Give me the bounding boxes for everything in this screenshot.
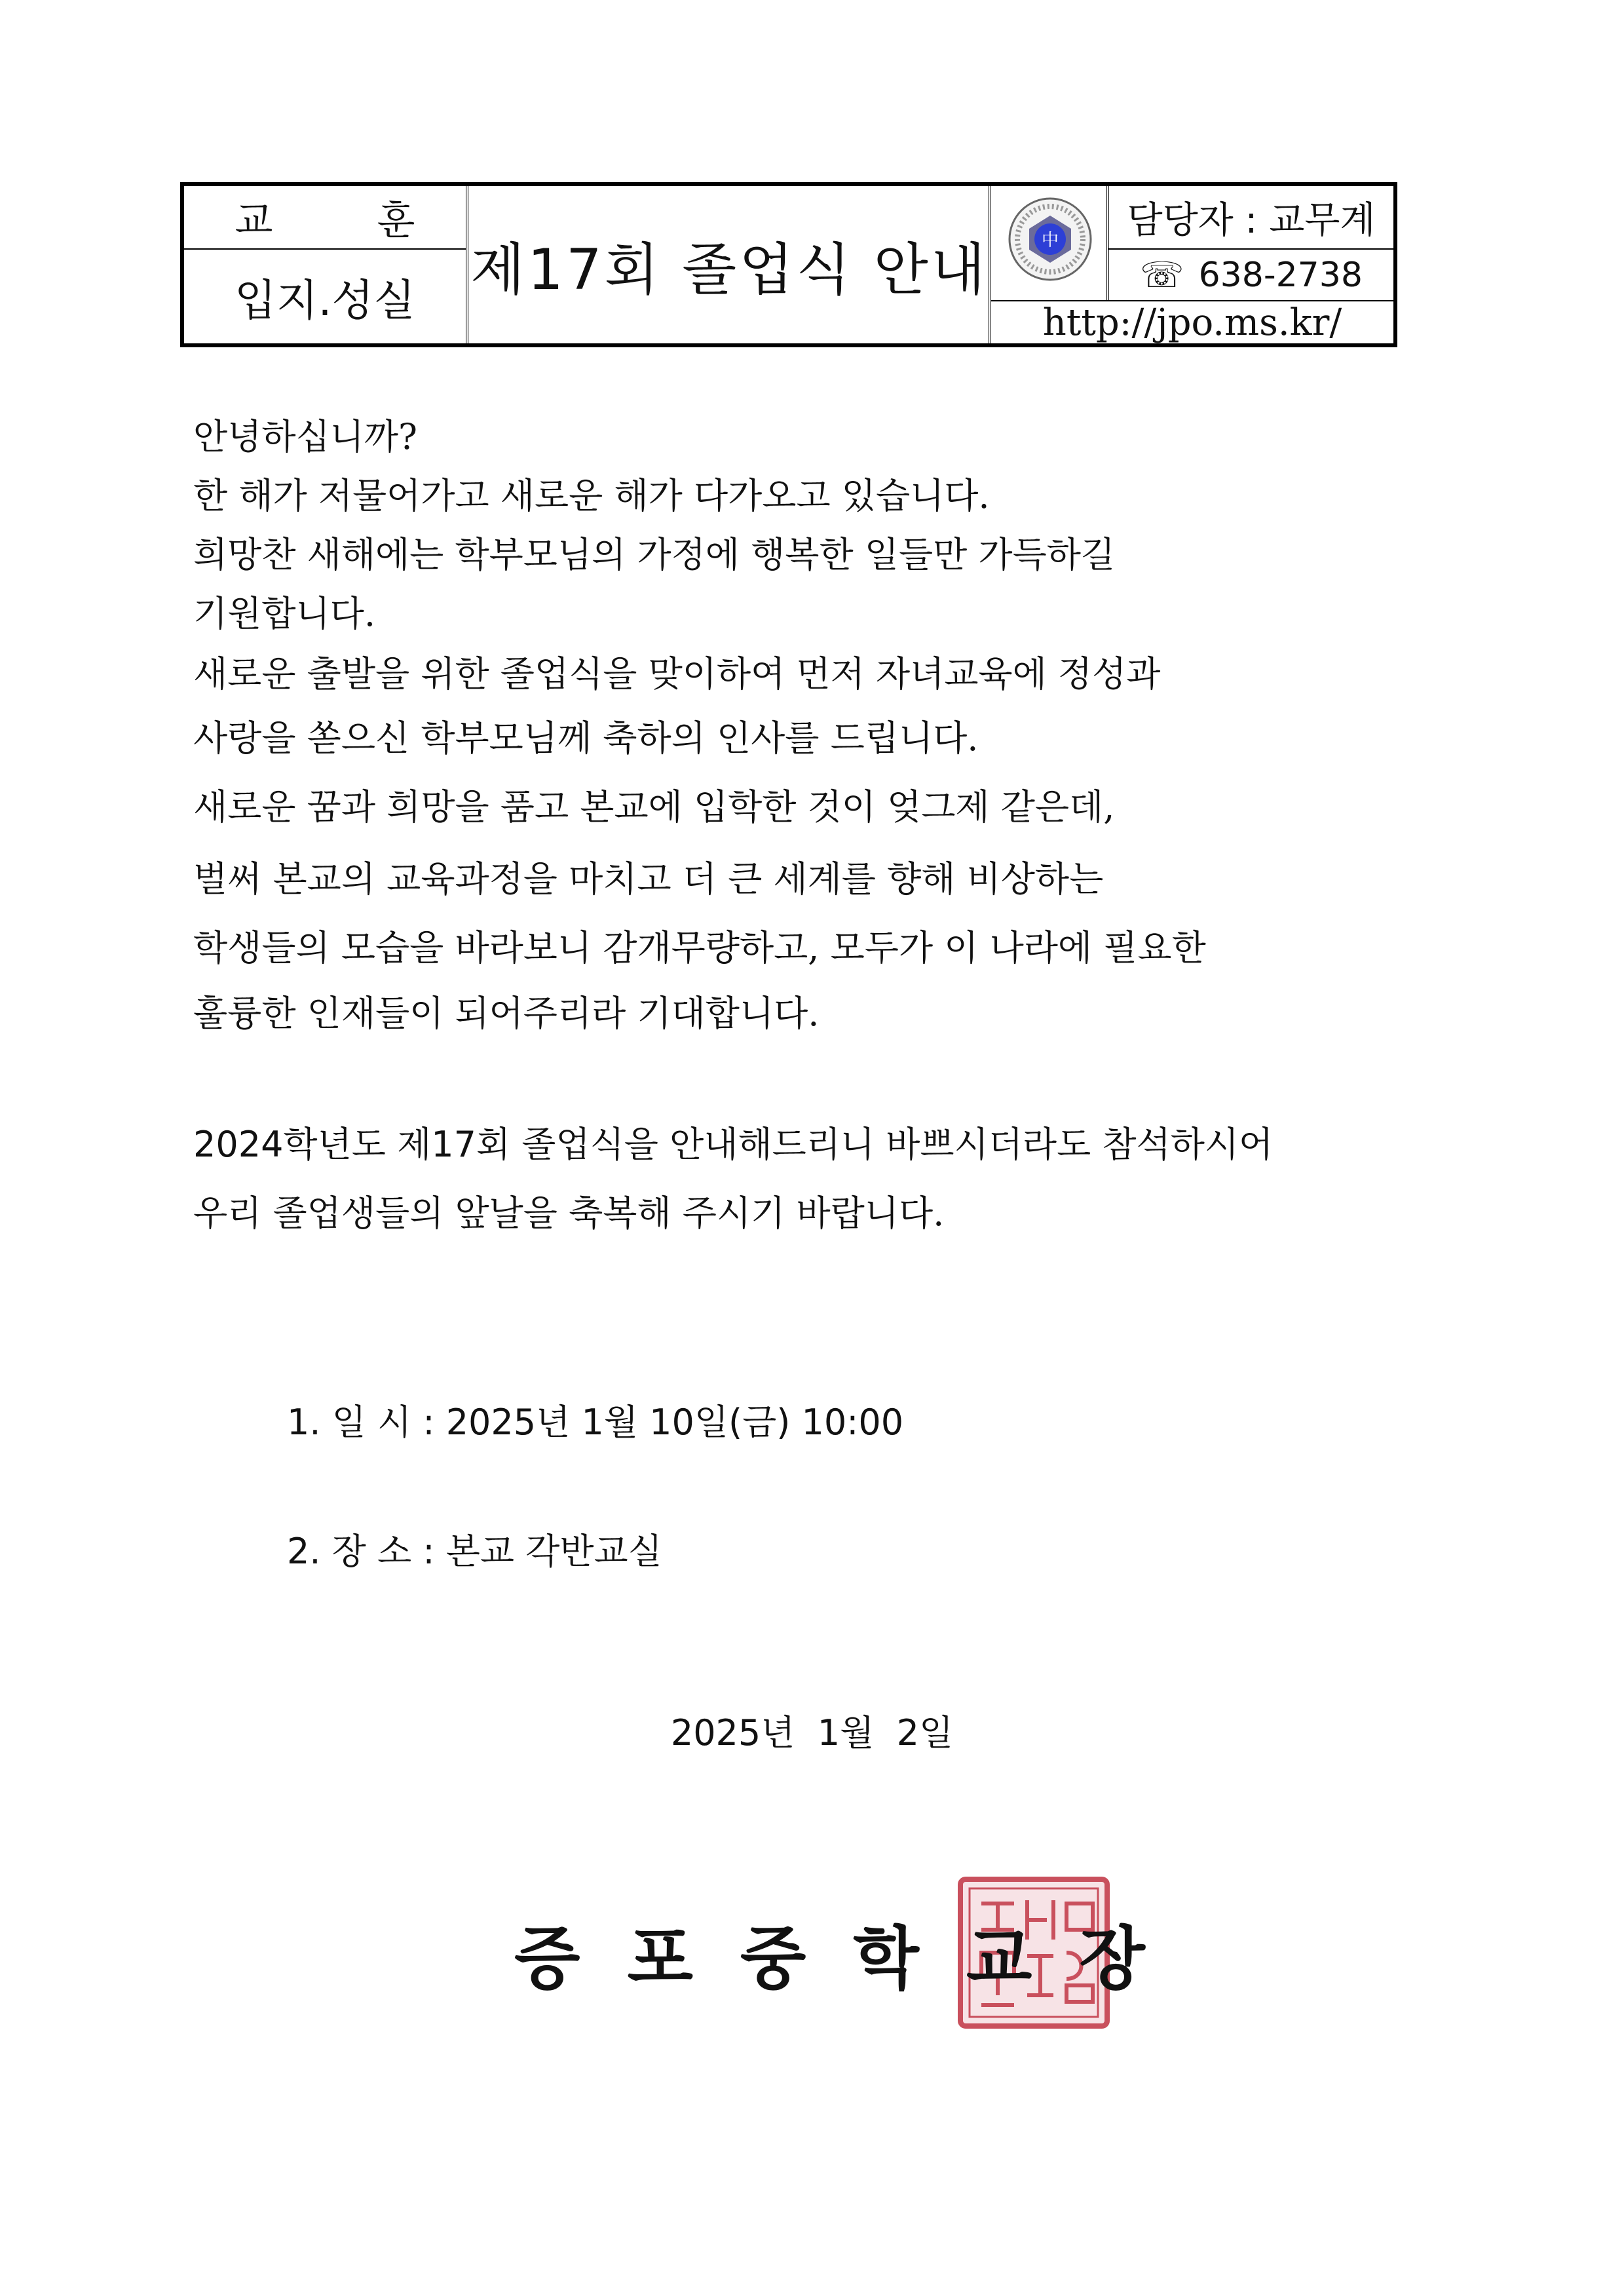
motto-label: 교 훈 xyxy=(235,197,461,244)
detail-datetime: 1. 일 시 : 2025년 1월 10일(금) 10:00 xyxy=(287,1402,904,1443)
phone-number: 638-2738 xyxy=(1198,255,1363,295)
body-line: 우리 졸업생들의 앞날을 축복해 주시기 바랍니다. xyxy=(193,1193,945,1234)
body-line: 한 해가 저물어가고 새로운 해가 다가오고 있습니다. xyxy=(193,475,990,516)
motto-value: 입지.성실 xyxy=(234,275,415,326)
body-line: 벌써 본교의 교육과정을 마치고 더 큰 세계를 향해 비상하는 xyxy=(193,858,1104,900)
emblem-text: 中 xyxy=(1041,231,1059,250)
telephone-icon: ☏ xyxy=(1140,254,1184,296)
body-line: 새로운 출발을 위한 졸업식을 맞이하여 먼저 자녀교육에 정성과 xyxy=(193,653,1161,695)
contact-phone-row xyxy=(1109,250,1393,300)
body-line: 학생들의 모습을 바라보니 감개무량하고, 모두가 이 나라에 필요한 xyxy=(193,927,1206,968)
contact-person: 담당자 : 교무계 xyxy=(1127,199,1376,242)
page-title: 제17회 졸업식 안내 xyxy=(470,237,988,303)
body-line: 사랑을 쏟으신 학부모님께 축하의 인사를 드립니다. xyxy=(193,718,979,759)
website-link[interactable]: http://jpo.ms.kr/ xyxy=(1042,301,1342,344)
body-line: 2024학년도 제17회 졸업식을 안내해드리니 바쁘시더라도 참석하시어 xyxy=(193,1124,1274,1165)
body-line: 훌륭한 인재들이 되어주리라 기대합니다. xyxy=(193,993,820,1034)
issue-date: 2025년 1월 2일 xyxy=(670,1712,954,1753)
school-signature: 증포중학교장 xyxy=(514,1919,1192,1999)
detail-location: 2. 장 소 : 본교 각반교실 xyxy=(287,1531,662,1572)
body-line: 기원합니다. xyxy=(193,593,375,634)
body-line: 희망찬 새해에는 학부모님의 가정에 행복한 일들만 가득하길 xyxy=(193,534,1116,575)
body-line: 새로운 꿈과 희망을 품고 본교에 입학한 것이 엊그제 같은데, xyxy=(193,786,1115,828)
header-table xyxy=(180,182,1397,347)
body-line: 안녕하십니까? xyxy=(193,416,417,457)
school-emblem-icon xyxy=(994,190,1106,288)
